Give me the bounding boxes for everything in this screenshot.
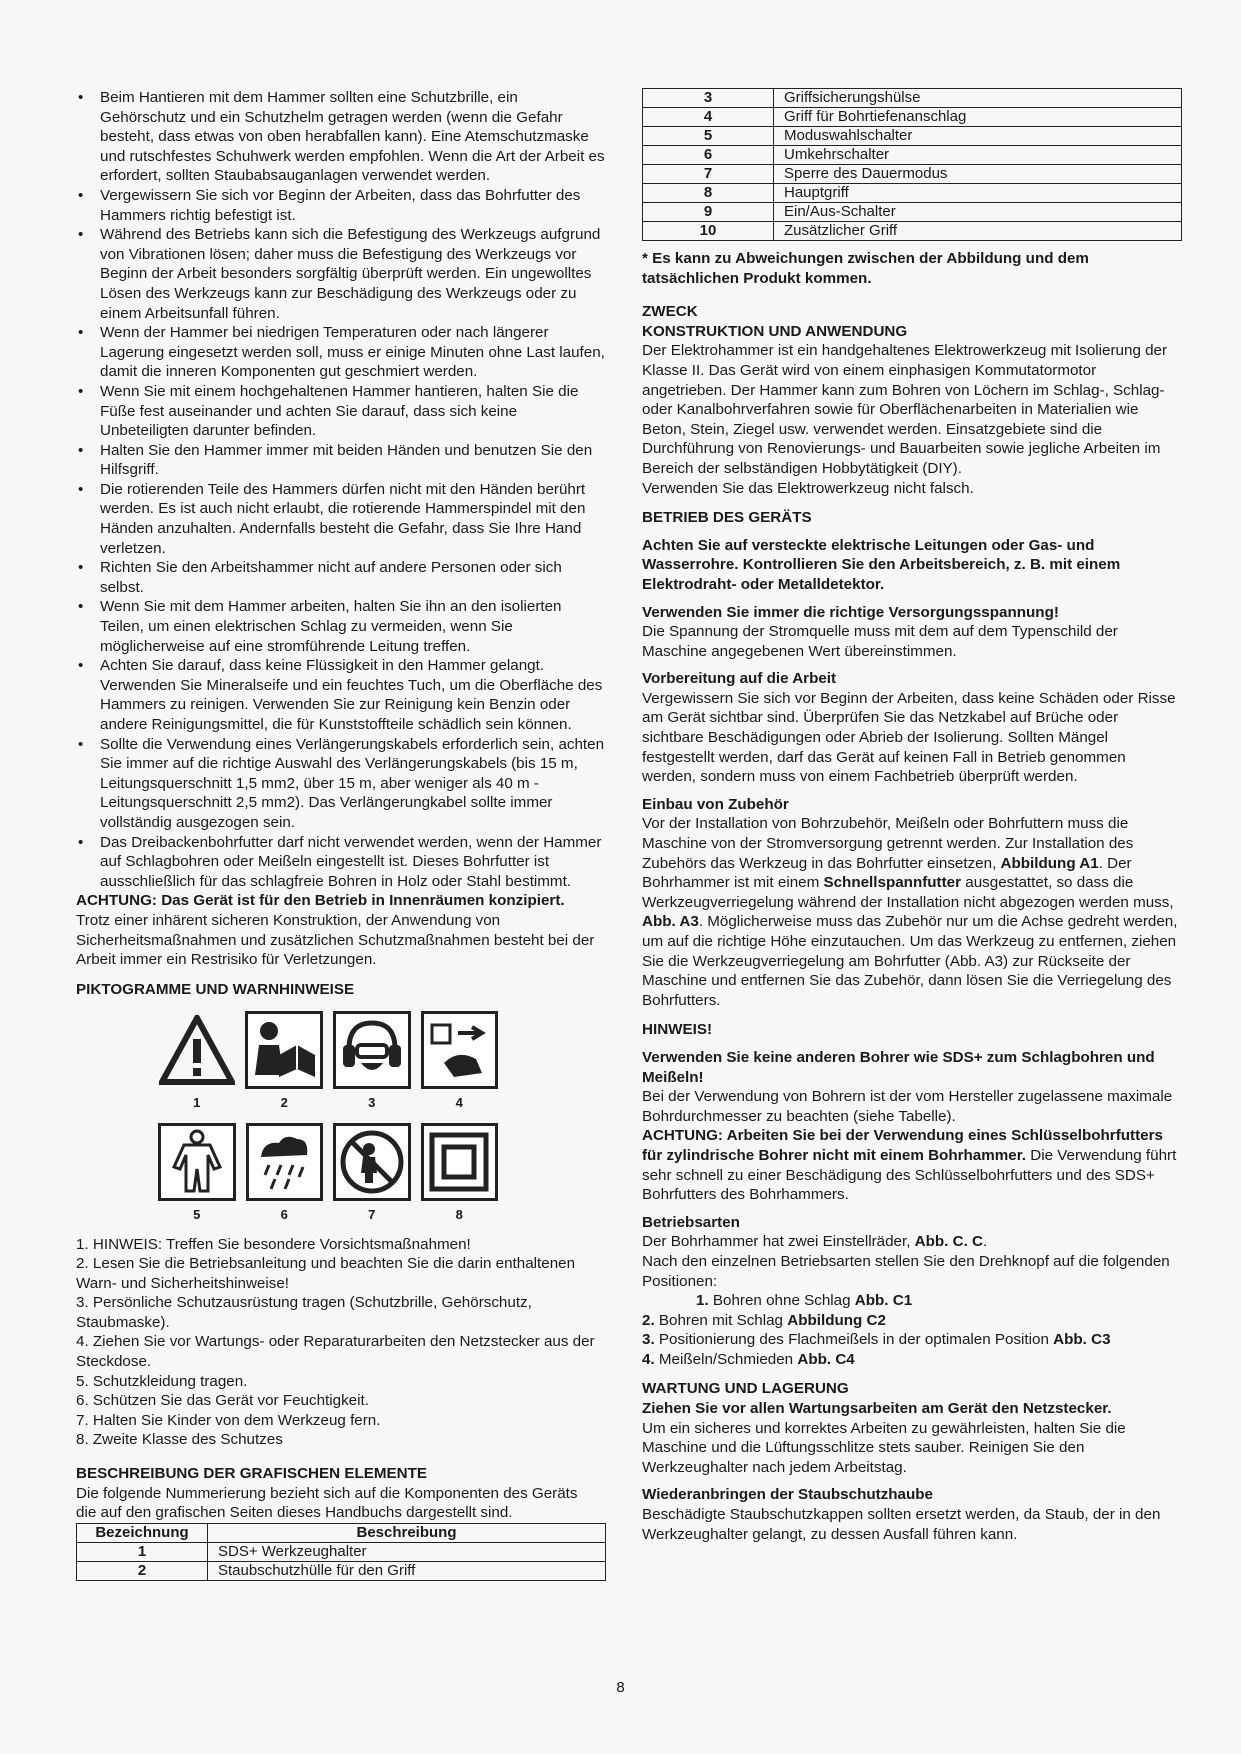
indoor-warning: ACHTUNG: Das Gerät ist für den Betrieb in Innenräumen konzipiert. [76,892,565,910]
notice-bold: Verwenden Sie keine anderen Bohrer wie SDS+ zum Schlagbohren und Meißeln! [642,1048,1155,1086]
table-cell-description: SDS+ Werkzeughalter [208,1542,606,1561]
modes-text: Nach den einzelnen Betriebsarten stellen Sie den Drehknopf auf die folgenden Positionen: [642,1252,1170,1290]
construction-text: Verwenden Sie das Elektrowerkzeug nicht falsch. [642,479,974,497]
warning-triangle-icon [158,1011,235,1089]
table-row [643,127,1182,146]
table-cell-description: Sperre des Dauermodus [774,165,1182,184]
table-row [643,165,1182,184]
table-cell-number: 9 [643,203,774,222]
bullet-item: • Sollte die Verwendung eines Verlängerungskabels erforderlich sein, achten Sie immer auf die richtige Auswahl des Verlängerungskabels (bis 15 m, Leitungsquerschnitt 1,5 mm2, über 15 m, aber weniger als 40 m - Leitungsquerschnitt 2,5 mm2). Das Verlängerungkabel sollte immer vollständig ausgezogen sein. [76,735,606,833]
bullet-item: • Während des Betriebs kann sich die Befestigung des Werkzeugs aufgrund von Vibrationen lösen; daher muss die Befestigung des Werkzeugs vor Beginn der Arbeit besonders sorgfältig überprüft werden. Ein ungewolltes Lösen des Werkzeugs kann zur Beschädigung des Werkzeugs oder zu einem Arbeitsunfall führen. [76,225,606,323]
maintenance-heading: WARTUNG UND LAGERUNG [642,1380,849,1398]
class-two-insulation-icon [421,1123,499,1201]
bullet-item: • Die rotierenden Teile des Hammers dürfen nicht mit den Händen berührt werden. Es ist auch nicht erlaubt, die rotierende Hammerspindel mit den Händen anzuhalten. Andernfalls besteht die Gefahr, dass Sie Ihre Hand verletzen. [76,480,606,558]
pictogram-number: 6 [280,1206,288,1222]
dust-cover-text: Beschädigte Staubschutzkappen sollten ersetzt werden, da Staub, der in den Werkzeughalter gelangt, zu dessen Ausfall führen kann. [642,1506,1161,1543]
bullet-item: • Wenn Sie mit dem Hammer arbeiten, halten Sie ihn an den isolierten Teilen, um einen elektrischen Schlag zu vermeiden, wenn Sie möglicherweise auf eine stromführende Leitung treffen. [76,597,606,656]
protective-gear-icon [333,1011,411,1089]
notice-text: Bei der Verwendung von Bohrern ist der vom Hersteller zugelassene maximale Bohrdurchmesser zu beachten (siehe Tabelle). [642,1088,1173,1125]
pictogram-number: 7 [368,1206,376,1222]
read-manual-icon [245,1011,323,1089]
pictogram-heading: PIKTOGRAMME UND WARNHINWEISE [76,980,355,998]
table-cell-description: Griffsicherungshülse [774,89,1182,108]
notice-heading: HINWEIS! [642,1021,713,1039]
right-column [642,88,1182,1544]
accessory-heading: Einbau von Zubehör [642,795,789,813]
purpose-heading: ZWECK [642,303,698,321]
description-text: die auf den grafischen Seiten dieses Handbuchs dargestellt sind. [76,1504,513,1522]
components-table [76,1523,606,1581]
mode-item: 1. Bohren ohne Schlag Abb. C1 [696,1292,913,1310]
construction-heading: KONSTRUKTION UND ANWENDUNG [642,322,908,340]
bullet-item: • Richten Sie den Arbeitshammer nicht auf andere Personen oder sich selbst. [76,558,606,597]
construction-text: Der Elektrohammer ist ein handgehaltenes Elektrowerkzeug mit Isolierung der Klasse II. Das Gerät wird von einem einphasigen Kommutatormotor angetrieben. Der Hammer kann zum Bohren von Löchern im Schlag-, Schlag- oder Kanalbohrverfahren sowie für Oberflächenarbeiten in Materialien wie Beton, Stein, Ziegel usw. verwendet werden. Einsatzgebiete sind die Durchführung von Renovierungs- und Bauarbeiten sowie jegliche Arbeiten im Bereich der selbständigen Hobbytätigkeit (DIY). [642,342,1168,477]
column-header-designation: Bezeichnung [77,1523,208,1542]
legend-item: 6. Schützen Sie das Gerät vor Feuchtigkeit. [76,1392,369,1410]
mode-item: 2. Bohren mit Schlag Abbildung C2 [642,1311,886,1329]
pictogram-legend [76,1235,606,1451]
description-text: Die folgende Nummerierung bezieht sich auf die Komponenten des Geräts [76,1484,578,1502]
pictogram-number: 1 [193,1095,201,1111]
preparation-text: Vergewissern Sie sich vor Beginn der Arbeiten, dass keine Schäden oder Risse am Gerät sichtbar sind. Überprüfen Sie das Netzkabel auf Brüche oder sichtbare Beschädigungen oder Abrieb der Isolierung. Sollten Mängel festgestellt werden, darf das Gerät auf keinen Fall in Betrieb genommen werden, sondern muss von einem Fachbetrieb überprüft werden. [642,689,1176,786]
mode-item: 3. Positionierung des Flachmeißels in der optimalen Position Abb. C3 [642,1331,1111,1349]
table-cell-number: 4 [643,108,774,127]
operation-heading: BETRIEB DES GERÄTS [642,509,812,527]
table-cell-number: 3 [643,89,774,108]
table-cell-description: Ein/Aus-Schalter [774,203,1182,222]
modes-text: Der Bohrhammer hat zwei Einstellräder, Abb. C. C. [642,1233,988,1251]
pictogram-number: 8 [455,1206,463,1222]
bullet-item: • Achten Sie darauf, dass keine Flüssigkeit in den Hammer gelangt. Verwenden Sie Mineralseife und ein feuchtes Tuch, um die Oberfläche des Hammers zu reinigen. Verwenden Sie zur Reinigung kein Benzin oder andere Reinigungsmittel, die für Kunststoffteile schädlich sein können. [76,656,606,734]
legend-item: 5. Schutzkleidung tragen. [76,1372,248,1390]
table-row [643,203,1182,222]
bullet-item: • Beim Hantieren mit dem Hammer sollten eine Schutzbrille, ein Gehörschutz und ein Schutzhelm getragen werden (wenn die Gefahr besteht, dass etwas von oben herabfallen kann). Eine Atemschutzmaske und rutschfestes Schuhwerk werden empfohlen. Wenn die Art der Arbeit es erfordert, sollten Staubabsauganlagen verwendet werden. [76,88,606,186]
table-cell-number: 1 [77,1542,208,1561]
table-row [643,146,1182,165]
table-cell-number: 8 [643,184,774,203]
left-column [76,88,606,1581]
components-table-continued [642,88,1182,241]
table-cell-number: 10 [643,222,774,241]
legend-item: 8. Zweite Klasse des Schutzes [76,1431,283,1449]
legend-item: 7. Halten Sie Kinder von dem Werkzeug fern. [76,1411,381,1429]
protective-clothing-icon [158,1123,236,1201]
bullet-item: • Wenn Sie mit einem hochgehaltenen Hammer hantieren, halten Sie die Füße fest auseinander und achten Sie darauf, dass sich keine Unbeteiligten darunter befinden. [76,382,606,441]
table-row [77,1561,606,1580]
legend-item: 1. HINWEIS: Treffen Sie besondere Vorsichtsmaßnahmen! [76,1235,471,1253]
moisture-protection-icon [246,1123,324,1201]
table-row [77,1542,606,1561]
table-cell-description: Umkehrschalter [774,146,1182,165]
bullet-item: • Das Dreibackenbohrfutter darf nicht verwendet werden, wenn der Hammer auf Schlagbohren oder Meißeln eingestellt ist. Dieses Bohrfutter ist ausschließlich für das schlagfreie Bohren in Holz oder Stahl bestimmt. [76,833,606,892]
table-cell-number: 2 [77,1561,208,1580]
residual-risk-text: Trotz einer inhärent sicheren Konstruktion, der Anwendung von Sicherheitsmaßnahmen und zusätzlichen Schutzmaßnahmen besteht bei der Arbeit immer ein Restrisiko für Verletzungen. [76,911,595,969]
bullet-item: • Halten Sie den Hammer immer mit beiden Händen und benutzen Sie den Hilfsgriff. [76,441,606,480]
table-cell-description: Zusätzlicher Griff [774,222,1182,241]
voltage-text: Die Spannung der Stromquelle muss mit dem auf dem Typenschild der Maschine angegebenen Wert übereinstimmen. [642,623,1118,660]
modes-heading: Betriebsarten [642,1213,740,1231]
legend-item: 2. Lesen Sie die Betriebsanleitung und beachten Sie die darin enthaltenen Warn- und Sicherheitshinweise! [76,1255,576,1292]
table-cell-number: 7 [643,165,774,184]
table-cell-description: Staubschutzhülle für den Griff [208,1561,606,1580]
chuck-warning: ACHTUNG: Arbeiten Sie bei der Verwendung eines Schlüsselbohrfutters für zylindrische Bohrer nicht mit einem Bohrhammer. Die Verwendung führt sehr schnell zu einer Beschädigung des Schlüsselbohrfutters und des SDS+ Bohrfutters des Bohrhammers. [642,1127,1177,1204]
unplug-icon [421,1011,499,1089]
pictogram-number: 4 [455,1095,463,1111]
deviation-note: * Es kann zu Abweichungen zwischen der Abbildung und dem tatsächlichen Produkt kommen. [642,250,1089,287]
page-number: 8 [616,1679,625,1696]
pictogram-grid [158,1011,498,1224]
voltage-heading: Verwenden Sie immer die richtige Versorgungsspannung! [642,603,1059,621]
table-cell-description: Hauptgriff [774,184,1182,203]
table-cell-number: 5 [643,127,774,146]
table-cell-description: Moduswahlschalter [774,127,1182,146]
preparation-heading: Vorbereitung auf die Arbeit [642,670,837,688]
legend-item: 4. Ziehen Sie vor Wartungs- oder Reparaturarbeiten den Netzstecker aus der Steckdose. [76,1333,595,1371]
table-header-row [77,1523,606,1542]
table-cell-number: 6 [643,146,774,165]
pictogram-number: 3 [368,1095,376,1111]
maintenance-text: Um ein sicheres und korrektes Arbeiten zu gewährleisten, halten Sie die Maschine und die Lüftungsschlitze stets sauber. Reinigen Sie den Werkzeughalter nach jedem Arbeitstag. [642,1419,1126,1476]
description-heading: BESCHREIBUNG DER GRAFISCHEN ELEMENTE [76,1465,428,1483]
hidden-lines-warning: Achten Sie auf versteckte elektrische Leitungen oder Gas- und Wasserrohre. Kontrollieren Sie den Arbeitsbereich, z. B. mit einem Elektrodraht- oder Metalldetektor. [642,536,1121,593]
accessory-text: Vor der Installation von Bohrzubehör, Meißeln oder Bohrfuttern muss die Maschine von der Stromversorgung getrennt werden. Zur Installation des Zubehörs das Werkzeug in das Bohrfutter einsetzen, Abbildung A1. Der Bohrhammer ist mit einem Schnellspannfutter ausgestattet, so dass die Werkzeugverriegelung während der Installation nicht abgezogen werden muss, Abb. A3. Möglicherweise muss das Zubehör nur um die Achse gedreht werden, um auf die richtige Höhe einzutauchen. Um das Werkzeug zu entfernen, ziehen Sie die Werkzeugverriegelung am Bohrfutter (Abb. A3) zur Rückseite der Maschine und entfernen Sie das Zubehör, dann lösen Sie die Verriegelung des Bohrfutters. [642,815,1178,1009]
table-row [643,184,1182,203]
table-cell-description: Griff für Bohrtiefenanschlag [774,108,1182,127]
pictogram-number: 2 [280,1095,288,1111]
table-row [643,89,1182,108]
mode-item: 4. Meißeln/Schmieden Abb. C4 [642,1350,855,1368]
bullet-item: • Vergewissern Sie sich vor Beginn der Arbeiten, dass das Bohrfutter des Hammers richtig befestigt ist. [76,186,606,225]
safety-bullet-list [76,88,606,891]
table-row [643,222,1182,241]
maintenance-bold: Ziehen Sie vor allen Wartungsarbeiten am Gerät den Netzstecker. [642,1400,1112,1418]
pictogram-number: 5 [193,1206,201,1222]
column-header-description: Beschreibung [208,1523,606,1542]
bullet-item: • Wenn der Hammer bei niedrigen Temperaturen oder nach längerer Lagerung eingesetzt werden soll, muss er einige Minuten ohne Last laufen, damit die inneren Komponenten gut geschmiert werden. [76,323,606,382]
legend-item: 3. Persönliche Schutzausrüstung tragen (Schutzbrille, Gehörschutz, Staubmaske). [76,1294,532,1331]
keep-children-away-icon [333,1123,411,1201]
dust-cover-heading: Wiederanbringen der Staubschutzhaube [642,1486,933,1504]
table-row [643,108,1182,127]
